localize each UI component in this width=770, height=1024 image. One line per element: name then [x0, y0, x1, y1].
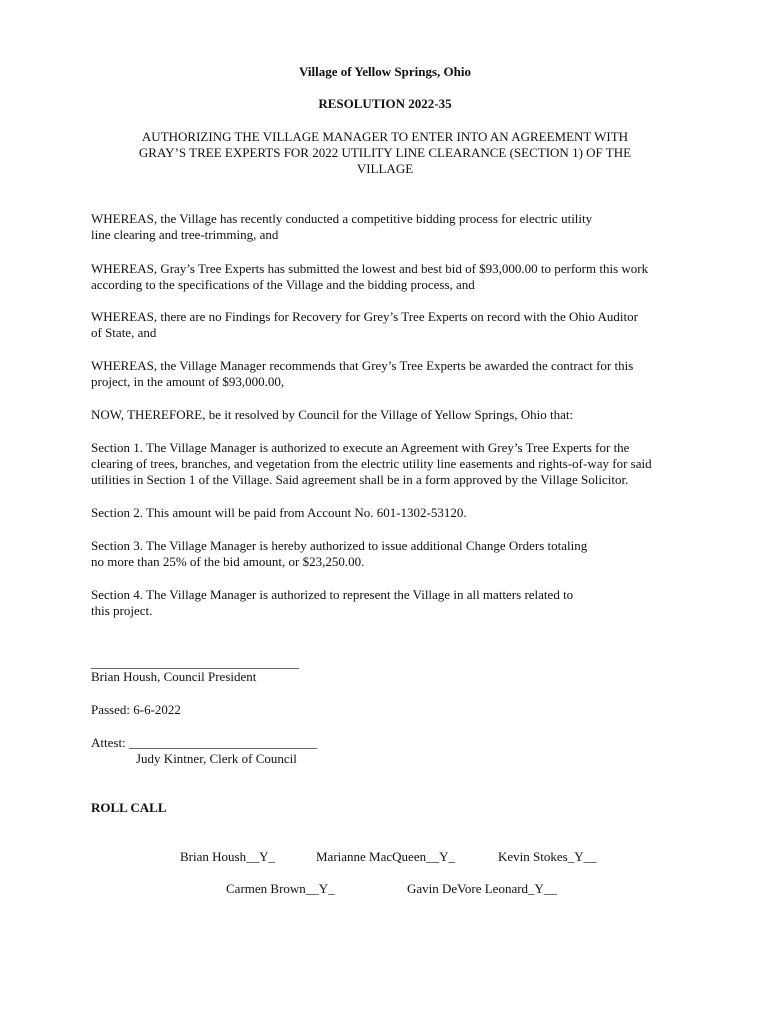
section-line: clearing of trees, branches, and vegetation from the electric utility line easements and rights-of-way for said: [91, 456, 652, 471]
whereas-clause-4: [91, 358, 691, 390]
section-3: [91, 538, 691, 570]
clause-line: of State, and: [91, 325, 157, 340]
passed-date: Passed: 6-6-2022: [91, 702, 181, 717]
clause-line: project, in the amount of $93,000.00,: [91, 374, 285, 389]
title-line: GRAY’S TREE EXPERTS FOR 2022 UTILITY LINE CLEARANCE (SECTION 1) OF THE: [138, 145, 632, 160]
whereas-clause-3: [91, 309, 691, 341]
clause-line: WHEREAS, the Village has recently conducted a competitive bidding process for electric utility: [91, 211, 593, 226]
section-4: [91, 587, 691, 619]
signatory-name: Brian Housh, Council President: [91, 669, 257, 684]
section-line: this project.: [91, 603, 153, 618]
title-line: AUTHORIZING THE VILLAGE MANAGER TO ENTER INTO AN AGREEMENT WITH: [141, 129, 629, 144]
roll-call-vote: Gavin DeVore Leonard_Y__: [407, 881, 557, 896]
clause-line: WHEREAS, there are no Findings for Recovery for Grey’s Tree Experts on record with the Ohio Auditor: [91, 309, 638, 324]
clause-line: WHEREAS, Gray’s Tree Experts has submitted the lowest and best bid of $93,000.00 to perform this work: [91, 261, 649, 276]
signature-line: ________________________________: [91, 655, 299, 670]
resolution-title: [0, 129, 770, 177]
section-line: Section 3. The Village Manager is hereby authorized to issue additional Change Orders totaling: [91, 538, 588, 553]
now-therefore-clause: NOW, THEREFORE, be it resolved by Council for the Village of Yellow Springs, Ohio that:: [91, 407, 574, 422]
roll-call-vote: Carmen Brown__Y_: [226, 881, 335, 896]
attest-line: Attest: _____________________________: [91, 735, 318, 750]
section-line: utilities in Section 1 of the Village. Said agreement shall be in a form approved by the Village Solicitor.: [91, 472, 629, 487]
municipality-heading: Village of Yellow Springs, Ohio: [298, 64, 472, 79]
resolution-number: RESOLUTION 2022-35: [318, 96, 452, 111]
section-line: no more than 25% of the bid amount, or $23,250.00.: [91, 554, 365, 569]
section-1: [91, 440, 691, 488]
clause-line: line clearing and tree-trimming, and: [91, 227, 279, 242]
whereas-clause-2: [91, 261, 691, 293]
title-line: VILLAGE: [356, 161, 414, 176]
clerk-name: Judy Kintner, Clerk of Council: [136, 751, 297, 766]
roll-call-vote: Kevin Stokes_Y__: [498, 849, 597, 864]
clause-line: according to the specifications of the Village and the bidding process, and: [91, 277, 475, 292]
whereas-clause-1: [91, 211, 691, 243]
roll-call-vote: Brian Housh__Y_: [180, 849, 275, 864]
section-line: Section 1. The Village Manager is authorized to execute an Agreement with Grey’s Tree Experts for the: [91, 440, 630, 455]
section-2: [91, 505, 691, 521]
roll-call-vote: Marianne MacQueen__Y_: [316, 849, 455, 864]
clause-line: WHEREAS, the Village Manager recommends that Grey’s Tree Experts be awarded the contract for this: [91, 358, 634, 373]
roll-call-heading: ROLL CALL: [91, 800, 167, 815]
section-line: Section 2. This amount will be paid from Account No. 601-1302-53120.: [91, 505, 467, 520]
section-line: Section 4. The Village Manager is authorized to represent the Village in all matters related to: [91, 587, 574, 602]
